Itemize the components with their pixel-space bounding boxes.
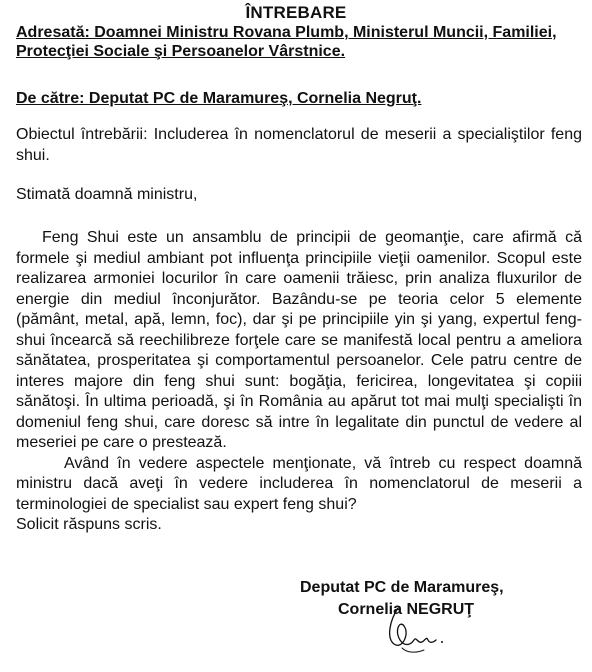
from-line: De către: Deputat PC de Maramureş, Cornelia Negruţ. (16, 90, 422, 107)
letter-body (16, 228, 582, 536)
addressee-line: Adresată: Doamnei Ministru Rovana Plumb, Ministerul Muncii, Familiei, Protecţiei Sociale şi Persoanelor Vârstnice. (16, 24, 557, 60)
greeting: Stimată doamnă ministru, (16, 186, 198, 203)
subject-line: Obiectul întrebării: Includerea în nomenclatorul de meserii a specialiştilor feng shui. (16, 126, 582, 164)
signatory-title: Deputat PC de Maramureş, (300, 579, 504, 596)
document-title: ÎNTREBARE (245, 3, 347, 22)
handwritten-signature (380, 600, 470, 660)
body-paragraph-1: Feng Shui este un ansamblu de principii de geomanţie, care afirmă că formele şi mediul ambiant pot influenţa principiile vieţii oamenilor. Scopul este realizarea armoniei locurilor în care oamenii trăiesc, prin analiza fluxurilor de energie din mediul înconjurător. Bazându-se pe teoria celor 5 elemente (pământ, metal, apă, lemn, foc), dar şi pe principiile yin şi yang, expertul feng-shui încearcă să reechilibreze forţele care se manifestă local pentru a ameliora sănătatea, prosperitatea şi comportamentul persoanelor. Cele patru centre de interes majore din feng shui sunt: bogăţia, fericirea, longevitatea şi copiii sănătoşi. În ultima perioadă, şi în România au apărut tot mai mulţi specialişti în domeniul feng shui, care doresc să intre în legalitate din punctul de vedere al meseriei pe care o prestează. (16, 229, 582, 451)
body-paragraph-2: Având în vedere aspectele menţionate, vă întreb cu respect doamnă ministru dacă aveţi în vedere includerea în nomenclatorul de meserii a terminologiei de specialist sau expert feng shui? (16, 454, 582, 513)
closing-request: Solicit răspuns scris. (16, 516, 162, 533)
signatory-name: Cornelia NEGRUŢ (338, 601, 475, 618)
